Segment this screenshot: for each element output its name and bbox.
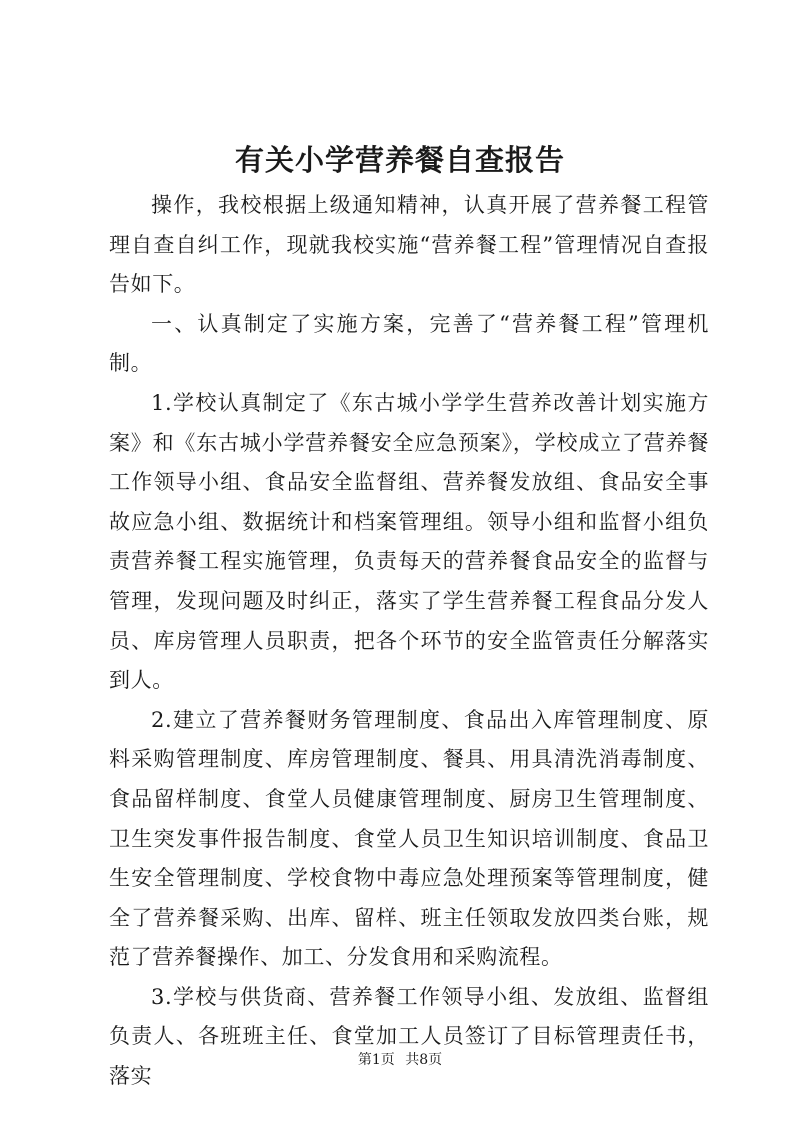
paragraph-section-heading: 一、认真制定了实施方案，完善了“营养餐工程”管理机制。 xyxy=(109,311,709,376)
page-total: 共8页 xyxy=(405,1052,443,1068)
paragraph-item-2: 2.建立了营养餐财务管理制度、食品出入库管理制度、原料采购管理制度、库房管理制度、餐具、用具清洗消毒制度、食品留样制度、食堂人员健康管理制度、厨房卫生管理制度、卫生突发事件报告制度、食堂人员卫生知识培训制度、食品卫生安全管理制度、学校食物中毒应急处理预案等管理制度，健全了营养餐采购、出库、留样、班主任领取发放四类台账，规范了营养餐操作、加工、分发食用和采购流程。 xyxy=(109,707,709,970)
paragraph-intro: 操作，我校根据上级通知精神，认真开展了营养餐工程管理自查自纠工作，现就我校实施“营养餐工程”管理情况自查报告如下。 xyxy=(109,193,709,297)
page-footer xyxy=(0,1050,800,1070)
document-title: 有关小学营养餐自查报告 xyxy=(234,143,565,177)
document-body xyxy=(109,186,709,1097)
page-number: 第1页 xyxy=(357,1052,395,1068)
paragraph-item-1: 1.学校认真制定了《东古城小学学生营养改善计划实施方案》和《东古城小学营养餐安全应急预案》，学校成立了营养餐工作领导小组、食品安全监督组、营养餐发放组、食品安全事故应急小组、数据统计和档案管理组。领导小组和监督小组负责营养餐工程实施管理，负责每天的营养餐食品安全的监督与管理，发现问题及时纠正，落实了学生营养餐工程食品分发人员、库房管理人员职责，把各个环节的安全监管责任分解落实到人。 xyxy=(109,390,709,693)
paragraph-item-3: 3.学校与供货商、营养餐工作领导小组、发放组、监督组负责人、各班班主任、食堂加工人员签订了目标管理责任书，落实 xyxy=(109,984,709,1089)
